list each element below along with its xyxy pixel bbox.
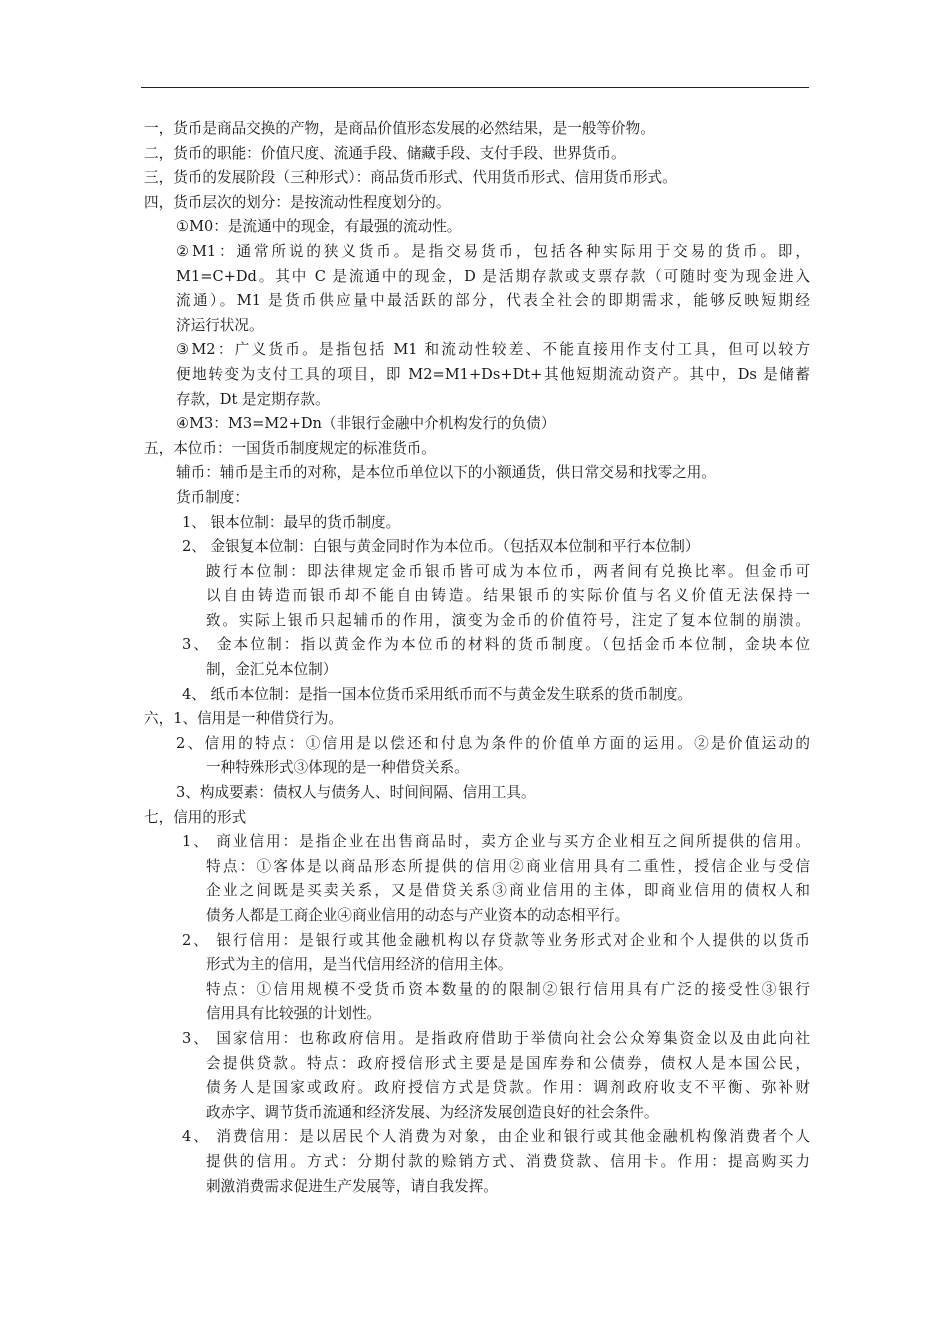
text-line: 二，货币的职能：价值尺度、流通手段、储藏手段、支付手段、世界货币。 xyxy=(144,144,626,162)
text-line: 4、 消费信用：是以居民个人消费为对象，由企业和银行或其他金融机构像消费者个人 xyxy=(182,1128,810,1146)
text-line: 政赤字、调节货币流通和经济发展、为经济发展创造良好的社会条件。 xyxy=(206,1103,659,1121)
document-body xyxy=(144,117,810,1199)
text-line: 会提供贷款。特点：政府授信形式主要是是国库券和公债券，债权人是本国公民， xyxy=(206,1054,810,1072)
text-line: 债务人都是工商企业④商业信用的动态与产业资本的动态相平行。 xyxy=(206,907,630,924)
text-line: M1=C+Dd。其中 C 是流通中的现金，D 是活期存款或支票存款（可随时变为现金进入 xyxy=(176,267,810,285)
text-line: 六，1、信用是一种借贷行为。 xyxy=(144,710,344,728)
text-line: 货币制度： xyxy=(176,488,249,506)
text-line: 以自由铸造而银币却不能自由铸造。结果银币的实际价值与名义价值无法保持一 xyxy=(206,587,810,605)
text-line: 3、 金本位制：指以黄金作为本位币的材料的货币制度。（包括金币本位制，金块本位 xyxy=(182,636,810,654)
text-line: 特点：①信用规模不受货币资本数量的的限制②银行信用具有广泛的接受性③银行 xyxy=(206,980,810,998)
text-line: 存款，Dt 是定期存款。 xyxy=(176,390,330,408)
text-line: 提供的信用。方式：分期付款的赊销方式、消费贷款、信用卡。作用：提高购买力 xyxy=(206,1152,810,1170)
text-line: 五，本位币：一国货币制度规定的标准货币。 xyxy=(144,439,436,457)
text-line: ④M3：M3=M2+Dn（非银行金融中介机构发行的负债） xyxy=(176,415,556,433)
text-line: 刺激消费需求促进生产发展等，请自我发挥。 xyxy=(206,1177,498,1195)
text-line: 特点：①客体是以商品形态所提供的信用②商业信用具有二重性，授信企业与受信 xyxy=(206,857,810,875)
text-line: ②M1：通常所说的狭义货币。是指交易货币，包括各种实际用于交易的货币。即， xyxy=(176,242,810,260)
text-line: 三，货币的发展阶段（三种形式）：商品货币形式、代用货币形式、信用货币形式。 xyxy=(144,169,677,187)
text-line: 1、 商业信用：是指企业在出售商品时，卖方企业与买方企业相互之间所提供的信用。 xyxy=(182,833,810,851)
text-line: 七，信用的形式 xyxy=(144,808,247,826)
text-line: ③M2：广义货币。是指包括 M1 和流动性较差、不能直接用作支付工具，但可以较方 xyxy=(176,341,810,359)
header-rule xyxy=(141,87,809,88)
text-line: 致。实际上银币只起辅币的作用，演变为金币的价值符号，注定了复本位制的崩溃。 xyxy=(206,611,810,629)
text-line: 2、信用的特点：①信用是以偿还和付息为条件的价值单方面的运用。②是价值运动的 xyxy=(176,734,810,752)
text-line: 信用具有比较强的计划性。 xyxy=(206,1005,382,1023)
text-line: 便地转变为支付工具的项目，即 M2=M1+Ds+Dt+其他短期流动资产。其中，Ds 是储蓄 xyxy=(176,365,810,383)
text-line: 一，货币是商品交换的产物，是商品价值形态发展的必然结果，是一般等价物。 xyxy=(144,120,655,137)
text-line: 辅币：辅币是主币的对称，是本位币单位以下的小额通货，供日常交易和找零之用。 xyxy=(176,464,716,482)
text-line: 3、构成要素：债权人与债务人、时间间隔、信用工具。 xyxy=(176,784,536,802)
text-line: 企业之间既是买卖关系，又是借贷关系③商业信用的主体，即商业信用的债权人和 xyxy=(206,882,810,900)
text-line: 债务人是国家或政府。政府授信方式是贷款。作用：调剂政府收支不平衡、弥补财 xyxy=(206,1079,810,1097)
text-line: 4、 纸币本位制：是指一国本位货币采用纸币而不与黄金发生联系的货币制度。 xyxy=(182,685,693,703)
text-line: 四，货币层次的划分：是按流动性程度划分的。 xyxy=(144,193,451,211)
text-line: 2、 金银复本位制：白银与黄金同时作为本位币。（包括双本位制和平行本位制） xyxy=(182,538,700,556)
text-line: ①M0：是流通中的现金，有最强的流动性。 xyxy=(176,218,462,236)
text-line: 制，金汇兑本位制） xyxy=(206,661,338,679)
text-line: 3、 国家信用：也称政府信用。是指政府借助于举债向社会公众筹集资金以及由此向社 xyxy=(182,1029,810,1047)
text-line: 形式为主的信用，是当代信用经济的信用主体。 xyxy=(206,956,513,974)
text-line: 2、 银行信用：是银行或其他金融机构以存贷款等业务形式对企业和个人提供的以货币 xyxy=(182,931,810,949)
text-line: 1、 银本位制：最早的货币制度。 xyxy=(182,513,401,531)
text-line: 一种特殊形式③体现的是一种借贷关系。 xyxy=(206,759,469,777)
text-line: 流通）。M1 是货币供应量中最活跃的部分，代表全社会的即期需求，能够反映短期经 xyxy=(176,292,810,310)
text-line: 济运行状况。 xyxy=(176,316,264,334)
text-line: 跛行本位制：即法律规定金币银币皆可成为本位币，两者间有兑换比率。但金币可 xyxy=(206,562,810,580)
